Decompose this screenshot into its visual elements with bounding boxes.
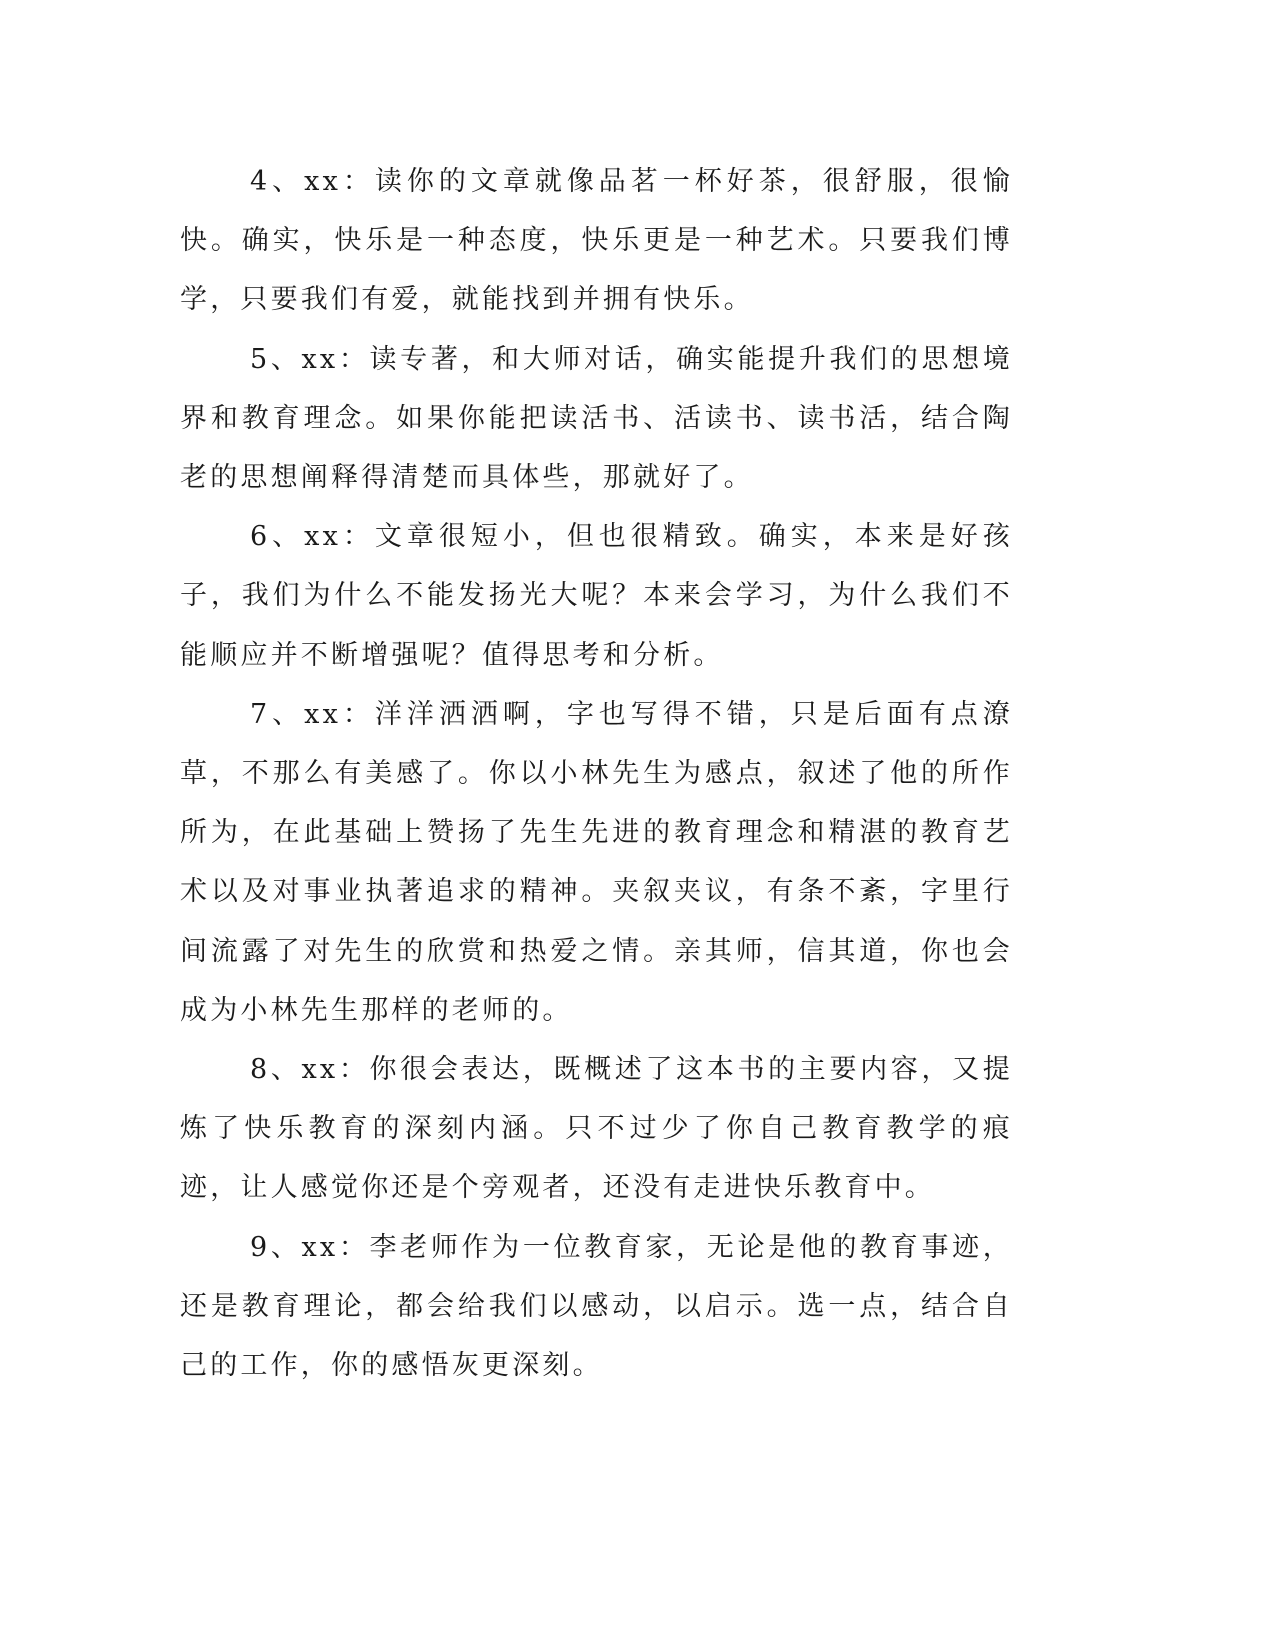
comment-paragraph-6: 6、xx：文章很短小，但也很精致。确实，本来是好孩子，我们为什么不能发扬光大呢？本来会学习，为什么我们不能顺应并不断增强呢？值得思考和分析。 xyxy=(180,521,1013,671)
document-body xyxy=(180,152,1013,1395)
comment-paragraph-9: 9、xx：李老师作为一位教育家，无论是他的教育事迹，还是教育理论，都会给我们以感动，以启示。选一点，结合自己的工作，你的感悟灰更深刻。 xyxy=(180,1231,1013,1382)
comment-paragraph-4: 4、xx：读你的文章就像品茗一杯好茶，很舒服，很愉快。确实，快乐是一种态度，快乐更是一种艺术。只要我们博学，只要我们有爱，就能找到并拥有快乐。 xyxy=(180,166,1013,316)
comment-paragraph-8: 8、xx：你很会表达，既概述了这本书的主要内容，又提炼了快乐教育的深刻内涵。只不过少了你自己教育教学的痕迹，让人感觉你还是个旁观者，还没有走进快乐教育中。 xyxy=(180,1054,1013,1204)
comment-paragraph-5: 5、xx：读专著，和大师对话，确实能提升我们的思想境界和教育理念。如果你能把读活书、活读书、读书活，结合陶老的思想阐释得清楚而具体些，那就好了。 xyxy=(180,343,1013,494)
comment-paragraph-7: 7、xx：洋洋洒洒啊，字也写得不错，只是后面有点潦草，不那么有美感了。你以小林先生为感点，叙述了他的所作所为，在此基础上赞扬了先生先进的教育理念和精湛的教育艺术以及对事业执著追求的精神。夹叙夹议，有条不紊，字里行间流露了对先生的欣赏和热爱之情。亲其师，信其道，你也会成为小林先生那样的老师的。 xyxy=(180,698,1013,1026)
